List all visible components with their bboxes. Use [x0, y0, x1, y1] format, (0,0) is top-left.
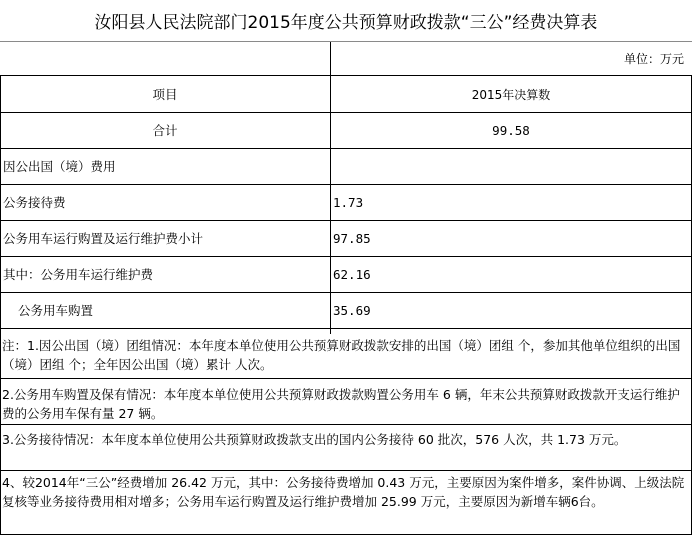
page-title: 汝阳县人民法院部门2015年度公共预算财政拨款“三公”经费决算表 — [0, 0, 692, 42]
row-value-reception: 1.73 — [333, 194, 364, 210]
row-label-reception: 公务接待费 — [3, 195, 66, 210]
note-1: 注：1.因公出国（境）团组情况：本年度本单位使用公共预算财政拨款安排的出国（境）团组 个，参加其他单位组织的出国（境）团组 个；全年因公出国（境）累计 人次。 — [2, 338, 681, 372]
row-value-vehicle-maintenance: 62.16 — [333, 266, 371, 282]
row-value-vehicle-subtotal: 97.85 — [333, 230, 371, 246]
blank-cell — [0, 42, 330, 76]
row-label-abroad: 因公出国（境）费用 — [3, 159, 116, 174]
row-value-abroad — [330, 148, 692, 184]
note-2: 2.公务用车购置及保有情况：本年度本单位使用公共预算财政拨款购置公务用车 6 辆，年末公共预算财政拨款开支运行维护费的公务用车保有量 27 辆。 — [2, 387, 680, 421]
note-3: 3.公务接待情况：本年度本单位使用公共预算财政拨款支出的国内公务接待 60 批次，576 人次，共 1.73 万元。 — [2, 432, 627, 447]
row-label-vehicle-maintenance: 其中：公务用车运行维护费 — [3, 267, 154, 282]
row-value-total: 99.58 — [492, 122, 530, 138]
header-item: 项目 — [152, 87, 178, 102]
row-divider — [0, 470, 692, 471]
header-value: 2015年决算数 — [471, 87, 551, 102]
unit-label: 单位：万元 — [330, 42, 692, 76]
row-divider — [0, 378, 692, 379]
note-4: 4、较2014年“三公”经费增加 26.42 万元，其中：公务接待费增加 0.43 万元，主要原因为案件增多，案件协调、上级法院复核等业务接待费用相对增多；公务用车运行购置及运行维护费增加 25.99 万元，主要原因为新增车辆6台。 — [2, 475, 685, 509]
row-divider — [0, 424, 692, 425]
row-label-vehicle-purchase: 公务用车购置 — [18, 303, 94, 318]
row-divider — [0, 328, 692, 329]
row-label-vehicle-subtotal: 公务用车运行购置及运行维护费小计 — [3, 231, 204, 246]
row-label-total: 合计 — [152, 123, 178, 138]
row-value-vehicle-purchase: 35.69 — [333, 302, 371, 318]
